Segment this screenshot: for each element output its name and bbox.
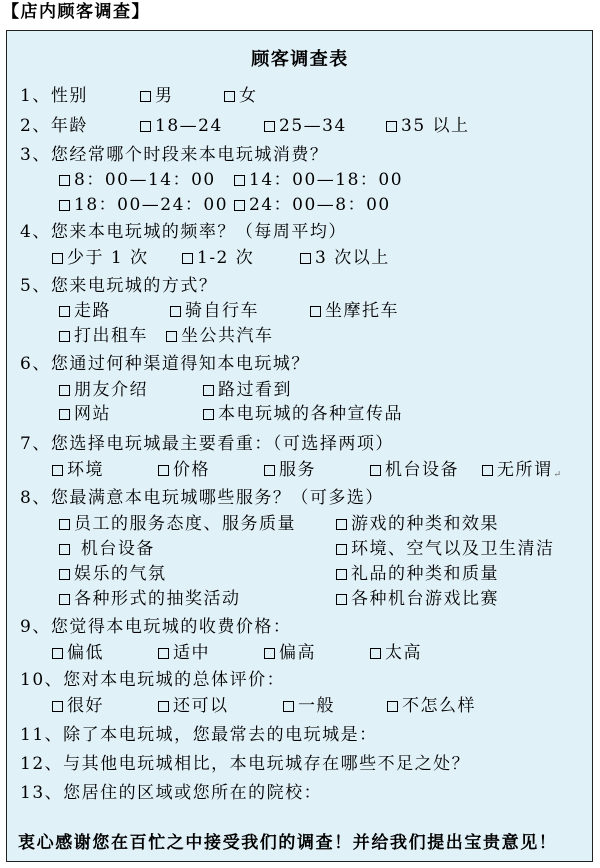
option-transport-taxi[interactable]: [57, 326, 148, 346]
checkbox[interactable]: [59, 544, 70, 555]
option-priority-no-preference[interactable]: [480, 460, 561, 485]
question-7-label: 7、您选择电玩城最主要看重：（可选择两项）: [20, 434, 394, 454]
option-label: 机台设备: [385, 460, 459, 480]
checkbox[interactable]: [59, 569, 70, 580]
checkbox[interactable]: [336, 544, 347, 555]
question-6-label: 6、您通过何种渠道得知本电玩城？: [20, 354, 310, 374]
option-transport-walk[interactable]: [57, 301, 111, 321]
option-label: 打出租车: [74, 326, 148, 346]
checkbox[interactable]: [59, 409, 70, 420]
option-priority-price[interactable]: [156, 460, 210, 480]
option-label: 35 以上: [401, 116, 470, 136]
checkbox[interactable]: [158, 465, 169, 476]
option-label: 女: [239, 86, 258, 106]
option-label: 员工的服务态度、服务质量: [74, 514, 296, 534]
checkbox[interactable]: [140, 121, 151, 132]
option-label: 3 次以上: [315, 248, 390, 268]
checkbox[interactable]: [170, 306, 181, 317]
option-label: 本电玩城的各种宣传品: [218, 404, 403, 424]
option-label: 14：00—18：00: [249, 170, 404, 190]
checkbox[interactable]: [234, 200, 245, 211]
option-label: 坐公共汽车: [181, 326, 274, 346]
option-channel-friend[interactable]: [57, 380, 148, 400]
option-label: 环境: [67, 460, 104, 480]
option-price-high[interactable]: [262, 643, 316, 663]
checkbox[interactable]: [166, 331, 177, 342]
option-label: 还可以: [173, 696, 229, 716]
checkbox[interactable]: [52, 253, 63, 264]
question-8-label: 8、您最满意本电玩城哪些服务？（可多选）: [20, 488, 384, 508]
question-4-label: 4、您来本电玩城的频率？（每周平均）: [20, 222, 347, 242]
checkbox[interactable]: [59, 519, 70, 530]
question-3-label: 3、您经常哪个时段来本电玩城消费？: [20, 145, 329, 165]
option-label: 机台设备: [74, 539, 155, 559]
question-11-label: 11、除了本电玩城，您最常去的电玩城是：: [20, 725, 378, 745]
option-age-25-34[interactable]: [262, 116, 347, 136]
option-age-35-plus[interactable]: [384, 116, 470, 136]
option-satisfied-prizes[interactable]: [334, 564, 499, 584]
checkbox[interactable]: [482, 465, 493, 476]
option-freq-1-2[interactable]: [180, 248, 254, 268]
checkbox[interactable]: [59, 175, 70, 186]
option-label: 很好: [67, 696, 104, 716]
option-channel-passing-by[interactable]: [201, 380, 292, 400]
option-label: 男: [155, 86, 174, 106]
option-time-24-8[interactable]: [232, 195, 391, 215]
option-label: 礼品的种类和质量: [351, 564, 499, 584]
option-satisfied-lottery[interactable]: [57, 589, 241, 609]
checkbox[interactable]: [264, 121, 275, 132]
option-label: 路过看到: [218, 380, 292, 400]
checkbox[interactable]: [370, 648, 381, 659]
option-satisfied-atmosphere[interactable]: [57, 564, 167, 584]
checkbox[interactable]: [59, 594, 70, 605]
option-time-8-14[interactable]: [57, 170, 216, 190]
option-label: 少于 1 次: [67, 248, 149, 268]
option-rating-average[interactable]: [281, 696, 335, 716]
survey-title: 顾客调查表: [251, 49, 349, 70]
option-freq-less-1[interactable]: [50, 248, 149, 268]
checkbox[interactable]: [52, 701, 63, 712]
page-heading: 【店内顾客调查】: [2, 2, 150, 22]
thanks-message: 衷心感谢您在百忙之中接受我们的调查！并给我们提出宝贵意见！: [18, 833, 558, 853]
option-label: 各种形式的抽奖活动: [74, 589, 241, 609]
option-label: 偏低: [67, 643, 104, 663]
option-satisfied-machines[interactable]: [57, 539, 155, 559]
checkbox[interactable]: [59, 200, 70, 211]
option-label: 偏高: [279, 643, 316, 663]
option-time-14-18[interactable]: [232, 170, 403, 190]
option-label: 游戏的种类和效果: [351, 514, 499, 534]
option-price-too-high[interactable]: [368, 643, 422, 663]
checkbox[interactable]: [336, 569, 347, 580]
question-13-label: 13、您居住的区域或您所在的院校：: [20, 783, 323, 803]
checkbox[interactable]: [300, 253, 311, 264]
option-label: 18—24: [155, 116, 223, 136]
question-10-label: 10、您对本电玩城的总体评价：: [20, 670, 286, 690]
option-price-moderate[interactable]: [156, 643, 210, 663]
option-priority-environment[interactable]: [50, 460, 104, 480]
option-label: 骑自行车: [185, 301, 259, 321]
question-9-label: 9、您觉得本电玩城的收费价格：: [20, 617, 292, 637]
checkbox[interactable]: [140, 91, 151, 102]
option-label: 一般: [298, 696, 335, 716]
checkbox[interactable]: [234, 175, 245, 186]
checkbox[interactable]: [203, 385, 214, 396]
option-label: 环境、空气以及卫生清洁: [351, 539, 555, 559]
checkbox[interactable]: [224, 91, 235, 102]
option-rating-ok[interactable]: [156, 696, 229, 716]
checkbox[interactable]: [59, 306, 70, 317]
option-label: 走路: [74, 301, 111, 321]
option-satisfied-environment[interactable]: [334, 539, 555, 559]
checkbox[interactable]: [264, 465, 275, 476]
checkbox[interactable]: [336, 519, 347, 530]
option-label: 网站: [74, 404, 111, 424]
option-priority-machines[interactable]: [368, 460, 459, 480]
option-freq-3-plus[interactable]: [298, 248, 390, 268]
checkbox[interactable]: [310, 306, 321, 317]
checkbox[interactable]: [283, 701, 294, 712]
checkbox[interactable]: [158, 648, 169, 659]
option-label: 娱乐的气氛: [74, 564, 167, 584]
option-transport-bicycle[interactable]: [168, 301, 259, 321]
option-label: 不怎么样: [402, 696, 476, 716]
option-label: 适中: [173, 643, 210, 663]
option-label: 25—34: [279, 116, 347, 136]
option-age-18-24[interactable]: [138, 116, 223, 136]
option-satisfied-games[interactable]: [334, 514, 499, 534]
checkbox[interactable]: [203, 409, 214, 420]
option-price-low[interactable]: [50, 643, 104, 663]
option-rating-poor[interactable]: [385, 696, 476, 716]
checkbox[interactable]: [59, 385, 70, 396]
option-label: 8：00—14：00: [74, 170, 216, 190]
option-time-18-24[interactable]: [57, 195, 228, 215]
option-label: 价格: [173, 460, 210, 480]
option-label: 服务: [279, 460, 316, 480]
checkbox[interactable]: [264, 648, 275, 659]
option-transport-bus[interactable]: [164, 326, 274, 346]
option-label: 太高: [385, 643, 422, 663]
question-12-label: 12、与其他电玩城相比，本电玩城存在哪些不足之处？: [20, 754, 471, 774]
option-gender-male[interactable]: [138, 86, 174, 106]
option-label: 朋友介绍: [74, 380, 148, 400]
paragraph-mark-icon: ↵: [553, 470, 562, 480]
checkbox[interactable]: [52, 648, 63, 659]
option-priority-service[interactable]: [262, 460, 316, 480]
option-label: 1-2 次: [197, 248, 255, 268]
option-channel-website[interactable]: [57, 404, 111, 424]
checkbox[interactable]: [52, 465, 63, 476]
option-label: 坐摩托车: [325, 301, 399, 321]
checkbox[interactable]: [59, 331, 70, 342]
question-1-label: 1、性别: [20, 86, 88, 106]
option-satisfied-competitions[interactable]: [334, 589, 499, 609]
checkbox[interactable]: [387, 701, 398, 712]
option-label: 18：00—24：00: [74, 195, 229, 215]
question-5-label: 5、您来电玩城的方式？: [20, 276, 218, 296]
checkbox[interactable]: [336, 594, 347, 605]
option-satisfied-staff[interactable]: [57, 514, 296, 534]
checkbox[interactable]: [370, 465, 381, 476]
checkbox[interactable]: [182, 253, 193, 264]
option-gender-female[interactable]: [222, 86, 258, 106]
option-label: 无所谓: [497, 460, 553, 480]
checkbox[interactable]: [386, 121, 397, 132]
option-rating-very-good[interactable]: [50, 696, 104, 716]
option-label: 各种机台游戏比赛: [351, 589, 499, 609]
checkbox[interactable]: [158, 701, 169, 712]
option-channel-promo[interactable]: [201, 404, 403, 424]
option-transport-motorcycle[interactable]: [308, 301, 399, 321]
option-label: 24：00—8：00: [249, 195, 391, 215]
question-2-label: 2、年龄: [20, 116, 88, 136]
